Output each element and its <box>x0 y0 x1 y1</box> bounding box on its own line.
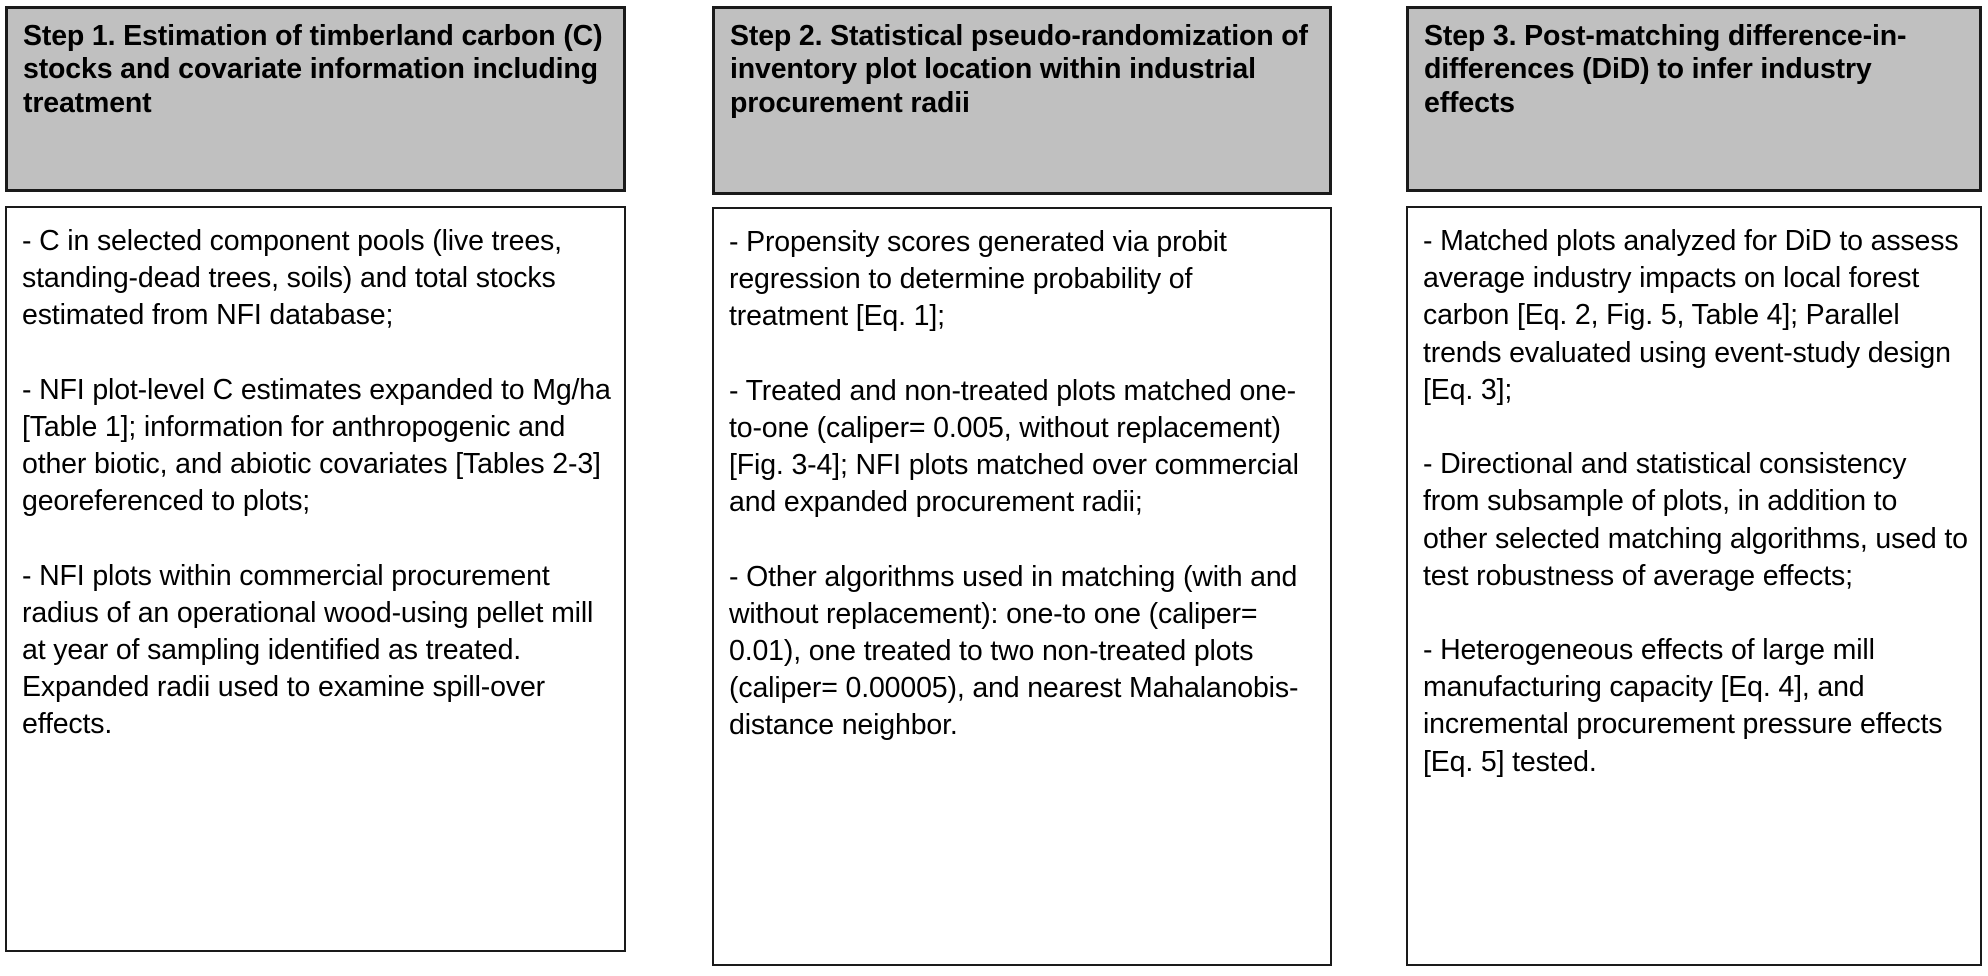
step-3-paragraph-2: - Directional and statistical consistency from subsample of plots, in addition to other selected matching algorithms, used to test robustness of average effects; <box>1423 448 1968 592</box>
step-column-3 <box>1406 0 1982 976</box>
step-1-body <box>5 206 626 952</box>
step-1-paragraph-3: - NFI plots within commercial procurement radius of an operational wood-using pellet mill at year of sampling identified as treated. Expanded radii used to examine spill-over effects. <box>22 559 594 741</box>
step-3-paragraph-3: - Heterogeneous effects of large mill manufacturing capacity [Eq. 4], and incremental procurement pressure effects [Eq. 5] tested. <box>1423 634 1943 778</box>
step-column-1 <box>5 0 626 976</box>
step-column-2 <box>712 0 1332 976</box>
step-2-paragraph-2: - Treated and non-treated plots matched one-to-one (caliper= 0.005, without replacement) [Fig. 3-4]; NFI plots matched over commercial and expanded procurement radii; <box>729 374 1299 519</box>
step-3-body <box>1406 206 1982 966</box>
step-1-paragraph-1: - C in selected component pools (live trees, standing-dead trees, soils) and total stocks estimated from NFI database; <box>22 225 562 332</box>
step-2-body <box>712 207 1332 966</box>
step-3-header: Step 3. Post-matching difference-in-differences (DiD) to infer industry effects <box>1406 6 1982 192</box>
step-2-paragraph-3: - Other algorithms used in matching (with and without replacement): one-to one (caliper= 0.01), one treated to two non-treated plots (caliper= 0.00005), and nearest Mahalanobis-distance neighbor. <box>729 560 1299 742</box>
step-1-paragraph-2: - NFI plot-level C estimates expanded to Mg/ha [Table 1]; information for anthropogenic and other biotic, and abiotic covariates [Tables 2-3] georeferenced to plots; <box>22 373 611 518</box>
step-2-header: Step 2. Statistical pseudo-randomization of inventory plot location within industrial procurement radii <box>712 6 1332 195</box>
step-1-header: Step 1. Estimation of timberland carbon (C) stocks and covariate information including treatment <box>5 6 626 192</box>
step-3-paragraph-1: - Matched plots analyzed for DiD to assess average industry impacts on local forest carbon [Eq. 2, Fig. 5, Table 4]; Parallel trends evaluated using event-study design [Eq. 3]; <box>1423 225 1959 406</box>
step-2-paragraph-1: - Propensity scores generated via probit regression to determine probability of treatment [Eq. 1]; <box>729 226 1227 333</box>
